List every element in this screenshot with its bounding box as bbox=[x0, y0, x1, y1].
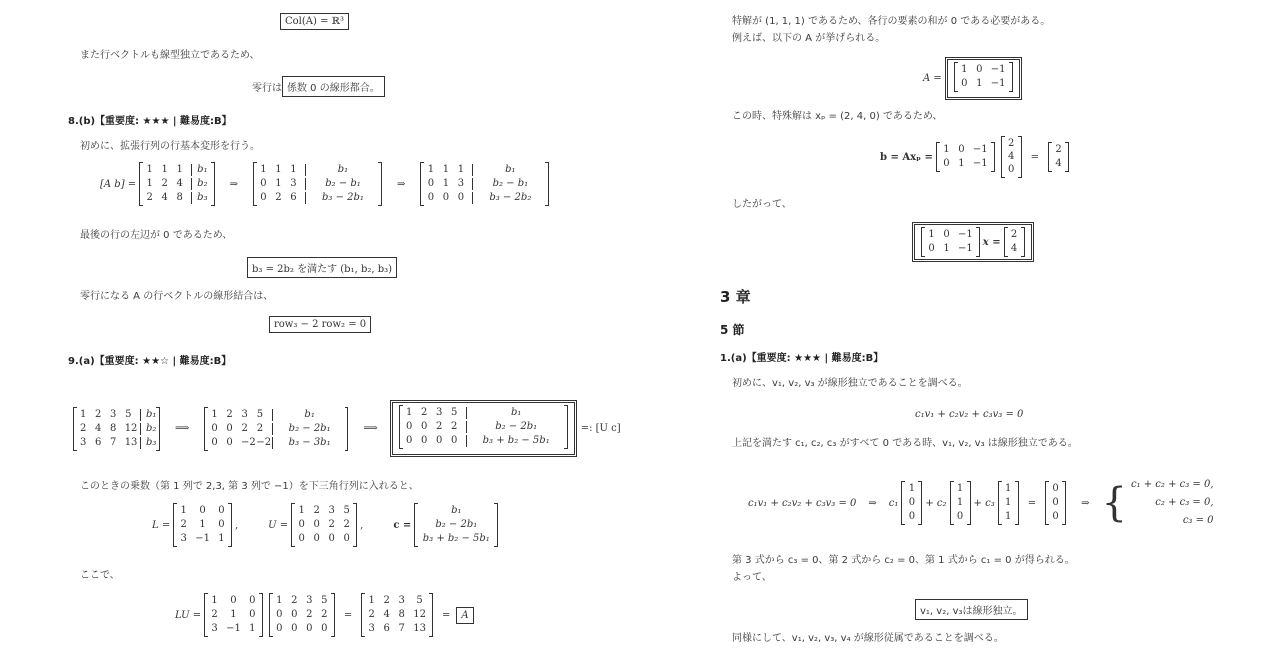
matrix-cell: b₂ bbox=[191, 178, 207, 190]
matrix-cell: 3 bbox=[368, 623, 375, 634]
matrix-cell: 1 bbox=[161, 164, 168, 175]
matrix-cell: 3 bbox=[80, 436, 87, 448]
matrix-cell: 0 bbox=[943, 229, 950, 240]
matrix-cell: 0 bbox=[211, 422, 218, 434]
matrix-grid bbox=[424, 162, 545, 206]
matrix-cell: 0 bbox=[298, 519, 305, 530]
matrix-cell: 3 bbox=[398, 595, 405, 606]
matrix-cell: 5 bbox=[125, 408, 132, 420]
matrix-cell: 0 bbox=[260, 192, 267, 203]
matrix-grid bbox=[273, 593, 331, 637]
right-bracket bbox=[1018, 136, 1022, 178]
q9a-matrix-1 bbox=[73, 407, 160, 451]
matrix-cell: 3 bbox=[110, 408, 117, 420]
matrix-cell: 0 bbox=[956, 511, 964, 522]
right-bracket bbox=[378, 162, 382, 206]
matrix-cell: 1 bbox=[958, 158, 965, 169]
combination-box: row₃ − 2 row₂ = 0 bbox=[269, 316, 371, 333]
right-bracket bbox=[1021, 227, 1025, 257]
chapter-heading: 3 章 bbox=[720, 288, 751, 306]
matrix-cell: 3 bbox=[180, 533, 187, 544]
matrix-cell: 2 bbox=[1010, 229, 1018, 240]
matrix-cell: 0 bbox=[451, 435, 458, 446]
matrix-grid bbox=[925, 227, 976, 257]
matrix-cell: 2 bbox=[275, 192, 282, 203]
A-matrix bbox=[361, 593, 433, 637]
matrix-grid bbox=[257, 162, 378, 206]
matrix-grid bbox=[143, 162, 210, 206]
matrix-cell: 1 bbox=[457, 164, 465, 175]
matrix-cell: b₂ − b₁ bbox=[472, 178, 542, 190]
matrix-cell: 1 bbox=[442, 164, 450, 175]
matrix-cell: b₁ bbox=[451, 505, 462, 516]
matrix-cell: 6 bbox=[290, 192, 297, 203]
matrix-cell: 0 bbox=[421, 421, 428, 432]
matrix-cell: b₁ bbox=[140, 409, 153, 421]
LU-product: LU = 1 0 0 2 1 0 3 −1 1 1 2 3 5 0 0 2 2 0 0 0 0 = 1 2 3 5 2 4 8 12 3 6 7 13 = A bbox=[175, 593, 474, 637]
matrix-cell: 0 bbox=[211, 436, 218, 448]
matrix-cell: −1 bbox=[972, 158, 988, 169]
matrix-cell: 0 bbox=[226, 422, 233, 434]
q1a-intro: 初めに、v₁, v₂, v₃ が線形独立であることを調べる。 bbox=[732, 378, 968, 389]
matrix-grid bbox=[1005, 136, 1018, 178]
matrix-cell: 2 bbox=[451, 421, 458, 432]
matrix-cell: 0 bbox=[276, 623, 283, 634]
matrix-cell: b₁ bbox=[305, 164, 375, 176]
matrix-cell: 2 bbox=[1055, 144, 1062, 155]
matrix-cell: 1 bbox=[176, 164, 183, 175]
matrix-cell: 1 bbox=[956, 497, 964, 508]
q8b-row-reduction: [A b] = 1 1 1 b₁ 1 2 4 b₂ 2 4 8 b₃ ⇒ 1 1 1 b₁ 0 1 3 b₂ − b₁ 0 2 6 b₃ − 2b₁ ⇒ 1 1 1 b₁ 0 1 3 b₂ − b₁ 0 0 0 b₃ − 2b₂ bbox=[100, 162, 552, 206]
matrix-cell: 2 bbox=[146, 192, 153, 203]
matrix-cell: 3 bbox=[457, 178, 465, 189]
matrix-cell: 0 bbox=[436, 435, 443, 446]
matrix-cell: 2 bbox=[256, 422, 264, 434]
right-bracket bbox=[353, 503, 357, 547]
matrix-cell: 2 bbox=[161, 178, 168, 189]
matrix-cell: 12 bbox=[124, 422, 138, 434]
matrix-cell: 0 bbox=[1052, 511, 1059, 522]
matrix-cell: b₃ − 2b₁ bbox=[305, 192, 375, 204]
U-matrix bbox=[269, 593, 335, 637]
matrix-cell: b₁ bbox=[272, 409, 342, 421]
here-text: ここで、 bbox=[80, 570, 120, 581]
matrix-cell: 6 bbox=[95, 436, 102, 448]
matrix-cell: b₃ + b₂ − 5b₁ bbox=[422, 533, 490, 544]
matrix-cell: −1 bbox=[990, 64, 1006, 75]
matrix-cell: 2 bbox=[80, 422, 87, 434]
matrix-cell: 0 bbox=[328, 533, 335, 544]
A-example: A = 1 0 −1 0 1 −1 bbox=[923, 57, 1022, 100]
matrix-grid bbox=[77, 407, 157, 451]
col-space-box: Col(A) = ℝ³ bbox=[280, 13, 349, 30]
matrix-cell: 4 bbox=[383, 609, 390, 620]
matrix-cell: 7 bbox=[110, 436, 117, 448]
matrix-cell: −2 bbox=[256, 436, 272, 448]
matrix-cell: 1 bbox=[442, 178, 450, 189]
matrix-cell: 0 bbox=[249, 609, 256, 620]
matrix-cell: 2 bbox=[368, 609, 375, 620]
matrix-cell: 1 bbox=[1005, 497, 1012, 508]
right-bracket bbox=[991, 142, 995, 172]
matrix-cell: 0 bbox=[298, 533, 305, 544]
matrix-cell: 1 bbox=[80, 408, 87, 420]
independence-derivation: c₁v₁ + c₂v₂ + c₃v₃ = 0 ⇒ c₁ 1 0 0 + c₂ 1 1 0 + c₃ 1 1 1 = 0 0 0 ⇒ { c₁ + c₂ + c₃ = 0, c₂ + c₃ = 0, c₃ = 0 bbox=[748, 476, 1214, 530]
matrix-cell: 7 bbox=[398, 623, 405, 634]
matrix-cell: 0 bbox=[226, 436, 233, 448]
matrix-cell: 2 bbox=[306, 609, 313, 620]
matrix-cell: 0 bbox=[291, 609, 298, 620]
matrix-cell: 0 bbox=[958, 144, 965, 155]
combination-text: 零行になる A の行ベクトルの線形結合は、 bbox=[80, 291, 274, 302]
zero-row-statement: 零行は 係数 0 の線形都合。 bbox=[252, 76, 385, 97]
therefore-text: したがって、 bbox=[732, 199, 792, 210]
q8b-matrix-1 bbox=[139, 162, 214, 206]
A-example-box bbox=[945, 57, 1022, 100]
c-vector bbox=[414, 503, 498, 547]
matrix-cell: 0 bbox=[943, 158, 950, 169]
right-bracket bbox=[1062, 481, 1066, 525]
matrix-cell: 1 bbox=[427, 164, 435, 175]
matrix-grid bbox=[954, 481, 967, 525]
b-computation: b = Axₚ = 1 0 −1 0 1 −1 2 4 0 = 2 4 bbox=[880, 136, 1072, 178]
matrix-cell: b₂ − b₁ bbox=[305, 178, 375, 190]
matrix-cell: 2 bbox=[180, 519, 187, 530]
example-text: 例えば、以下の A が挙げられる。 bbox=[732, 33, 886, 44]
matrix-grid bbox=[208, 593, 259, 637]
matrix-cell: 0 bbox=[908, 511, 916, 522]
L-matrix bbox=[173, 503, 232, 547]
section-heading: 5 節 bbox=[720, 323, 745, 337]
long-implies-arrow: ⟹ bbox=[363, 423, 378, 434]
matrix-cell: 6 bbox=[383, 623, 390, 634]
matrix-cell: 3 bbox=[241, 408, 248, 420]
q8b-intro: 初めに、拡張行列の行基本変形を行う。 bbox=[80, 141, 260, 152]
matrix-cell: 0 bbox=[1052, 497, 1059, 508]
matrix-cell: b₃ − 3b₁ bbox=[272, 437, 342, 449]
matrix-grid bbox=[940, 142, 991, 172]
right-bracket bbox=[228, 503, 232, 547]
matrix-cell: 1 bbox=[276, 595, 283, 606]
matrix-cell: b₁ bbox=[466, 407, 561, 419]
matrix-cell: 4 bbox=[1055, 158, 1062, 169]
matrix-cell: b₂ − 2b₁ bbox=[435, 519, 478, 530]
matrix-cell: −1 bbox=[958, 243, 973, 254]
q8b-matrix-3 bbox=[420, 162, 549, 206]
q9a-matrix-2 bbox=[204, 407, 348, 451]
right-bracket bbox=[918, 481, 922, 525]
matrix-cell: 1 bbox=[406, 407, 413, 418]
independence-condition-text: 上記を満たす c₁, c₂, c₃ がすべて 0 である時、v₁, v₂, v₃ は線形独立である。 bbox=[732, 438, 1078, 449]
q8b-heading: 8.(b)【重要度: ★★★ | 難易度:B】 bbox=[68, 116, 232, 127]
matrix-cell: 1 bbox=[368, 595, 375, 606]
xp-text: この時、特殊解は xₚ = (2, 4, 0) であるため、 bbox=[732, 111, 943, 122]
matrix-cell: 4 bbox=[1010, 243, 1018, 254]
matrix-cell: 0 bbox=[908, 497, 916, 508]
matrix-cell: 0 bbox=[976, 64, 983, 75]
matrix-cell: 1 bbox=[956, 483, 964, 494]
matrix-cell: 0 bbox=[928, 243, 935, 254]
matrix-cell: b₃ + b₂ − 5b₁ bbox=[466, 435, 561, 447]
matrix-cell: 0 bbox=[199, 505, 206, 516]
matrix-cell: 3 bbox=[306, 595, 313, 606]
matrix-cell: 0 bbox=[406, 435, 413, 446]
matrix-cell: 8 bbox=[398, 609, 405, 620]
last-row-text: 最後の行の左辺が 0 であるため、 bbox=[80, 230, 233, 241]
matrix-grid bbox=[418, 503, 494, 547]
matrix-cell: 0 bbox=[1052, 483, 1059, 494]
final-system-box: 1 0 −1 0 1 −1 x = 2 4 bbox=[912, 222, 1034, 262]
matrix-cell: 2 bbox=[226, 408, 233, 420]
matrix-cell: b₂ − 2b₁ bbox=[466, 421, 561, 433]
equation-system: c₁ + c₂ + c₃ = 0, c₂ + c₃ = 0, c₃ = 0 bbox=[1130, 479, 1214, 526]
matrix-grid bbox=[295, 503, 353, 547]
matrix-cell: 3 bbox=[436, 407, 443, 418]
matrix-cell: −1 bbox=[972, 144, 988, 155]
matrix-cell: b₂ − 2b₁ bbox=[272, 423, 342, 435]
matrix-cell: 2 bbox=[313, 505, 320, 516]
matrix-cell: 2 bbox=[95, 408, 102, 420]
matrix-cell: 1 bbox=[908, 483, 916, 494]
right-bracket bbox=[976, 227, 980, 257]
col-space-equation bbox=[280, 13, 349, 30]
matrix-cell: 4 bbox=[1007, 151, 1015, 162]
matrix-cell: 1 bbox=[199, 519, 206, 530]
right-bracket bbox=[1065, 142, 1069, 172]
matrix-grid bbox=[1049, 481, 1062, 525]
matrix-grid bbox=[1002, 481, 1015, 525]
matrix-cell: 0 bbox=[406, 421, 413, 432]
row-vector-text: また行ベクトルも線型独立であるため、 bbox=[80, 50, 260, 61]
matrix-cell: 2 bbox=[321, 609, 328, 620]
matrix-cell: 2 bbox=[436, 421, 443, 432]
hence-text: よって、 bbox=[732, 572, 772, 583]
matrix-cell: 0 bbox=[343, 533, 350, 544]
right-bracket bbox=[345, 407, 349, 451]
particular-solution-text: 特解が (1, 1, 1) であるため、各行の要素の和が 0 である必要がある。 bbox=[732, 16, 1051, 27]
implies-arrow: ⇒ bbox=[229, 178, 238, 190]
matrix-cell: 5 bbox=[256, 408, 264, 420]
matrix-cell: 3 bbox=[211, 623, 218, 634]
right-bracket bbox=[156, 407, 160, 451]
matrix-cell: 0 bbox=[306, 623, 313, 634]
uc-definition: =: [U c] bbox=[580, 423, 621, 434]
right-bracket bbox=[564, 405, 568, 449]
linear-combination-equation: c₁v₁ + c₂v₂ + c₃v₃ = 0 bbox=[915, 409, 1024, 420]
matrix-cell: −1 bbox=[195, 533, 210, 544]
matrix-cell: 1 bbox=[943, 144, 950, 155]
matrix-grid bbox=[1008, 227, 1021, 257]
deduction-text: 第 3 式から c₃ = 0、第 2 式から c₂ = 0、第 1 式から c₁ = 0 が得られる。 bbox=[732, 555, 1075, 566]
matrix-cell: 3 bbox=[290, 178, 297, 189]
matrix-cell: 0 bbox=[961, 78, 968, 89]
matrix-cell: 1 bbox=[249, 623, 256, 634]
matrix-cell: 5 bbox=[416, 595, 423, 606]
matrix-cell: −1 bbox=[226, 623, 241, 634]
matrix-grid bbox=[177, 503, 228, 547]
right-page bbox=[715, 0, 1255, 669]
matrix-cell: 8 bbox=[110, 422, 117, 434]
matrix-cell: 1 bbox=[961, 64, 968, 75]
left-page bbox=[60, 0, 620, 669]
matrix-cell: 0 bbox=[321, 623, 328, 634]
matrix-cell: 1 bbox=[180, 505, 187, 516]
matrix-cell: 0 bbox=[230, 595, 237, 606]
matrix-cell: 1 bbox=[275, 164, 282, 175]
q9a-heading: 9.(a)【重要度: ★★☆ | 難易度:B】 bbox=[68, 356, 232, 367]
matrix-cell: 0 bbox=[276, 609, 283, 620]
matrix-cell: 1 bbox=[260, 164, 267, 175]
matrix-cell: 13 bbox=[413, 623, 426, 634]
independence-result-box: v₁, v₂, v₃は線形独立。 bbox=[915, 599, 1028, 620]
matrix-cell: 2 bbox=[343, 519, 350, 530]
multiplier-text: このときの乗数（第 1 列で 2,3, 第 3 列で −1）を下三角行列に入れると、 bbox=[80, 481, 419, 492]
independence-result bbox=[915, 599, 1028, 620]
matrix-cell: 5 bbox=[451, 407, 458, 418]
q9a-matrix-3 bbox=[399, 405, 568, 449]
L-matrix bbox=[204, 593, 263, 637]
long-implies-arrow: ⟹ bbox=[175, 423, 190, 434]
matrix-cell: 0 bbox=[249, 595, 256, 606]
final-system bbox=[912, 222, 1034, 262]
matrix-cell: 1 bbox=[1005, 483, 1012, 494]
matrix-cell: 4 bbox=[176, 178, 183, 189]
matrix-cell: 1 bbox=[275, 178, 282, 189]
right-bracket bbox=[494, 503, 498, 547]
zero-row-box: 係数 0 の線形都合。 bbox=[282, 76, 385, 97]
matrix-cell: 0 bbox=[1007, 164, 1015, 175]
matrix-grid bbox=[1052, 142, 1065, 172]
LUc-definitions: L = 1 0 0 2 1 0 3 −1 1 , U = 1 2 3 5 0 0 2 2 0 0 0 0 , c = b₁ b₂ − 2b₁ b₃ + b₂ − 5b₁ bbox=[152, 503, 501, 547]
matrix-cell: 5 bbox=[321, 595, 328, 606]
q9a-result-box bbox=[390, 400, 577, 457]
right-bracket bbox=[331, 593, 335, 637]
matrix-cell: b₃ bbox=[191, 192, 207, 204]
matrix-cell: 2 bbox=[1007, 138, 1015, 149]
matrix-cell: b₃ bbox=[140, 437, 153, 449]
matrix-cell: b₂ bbox=[140, 423, 153, 435]
matrix-cell: −1 bbox=[990, 78, 1006, 89]
matrix-cell: 3 bbox=[328, 505, 335, 516]
matrix-cell: 2 bbox=[211, 609, 218, 620]
right-bracket bbox=[1015, 481, 1019, 525]
matrix-cell: 1 bbox=[298, 505, 305, 516]
matrix-cell: b₁ bbox=[472, 164, 542, 176]
matrix-cell: 2 bbox=[421, 407, 428, 418]
matrix-cell: 1 bbox=[218, 533, 225, 544]
matrix-cell: 2 bbox=[328, 519, 335, 530]
matrix-grid bbox=[403, 405, 564, 449]
matrix-cell: 1 bbox=[1005, 511, 1012, 522]
matrix-cell: 1 bbox=[230, 609, 237, 620]
matrix-cell: b₁ bbox=[191, 164, 207, 176]
matrix-cell: 4 bbox=[161, 192, 168, 203]
matrix-cell: 0 bbox=[457, 192, 465, 203]
matrix-cell: 2 bbox=[291, 595, 298, 606]
matrix-cell: 0 bbox=[427, 192, 435, 203]
matrix-cell: 4 bbox=[95, 422, 102, 434]
matrix-cell: 0 bbox=[427, 178, 435, 189]
matrix-cell: 1 bbox=[928, 229, 935, 240]
matrix-cell: 2 bbox=[383, 595, 390, 606]
matrix-cell: 1 bbox=[976, 78, 983, 89]
condition-box: b₃ = 2b₂ を満たす (b₁, b₂, b₃) bbox=[247, 257, 397, 278]
matrix-cell: 1 bbox=[211, 408, 218, 420]
matrix-grid bbox=[905, 481, 918, 525]
matrix-cell: −2 bbox=[241, 436, 256, 448]
matrix-grid bbox=[365, 593, 429, 637]
matrix-cell: 0 bbox=[218, 519, 225, 530]
right-bracket bbox=[967, 481, 971, 525]
right-bracket bbox=[429, 593, 433, 637]
right-bracket bbox=[545, 162, 549, 206]
right-bracket bbox=[211, 162, 215, 206]
matrix-cell: 0 bbox=[442, 192, 450, 203]
matrix-cell: 2 bbox=[241, 422, 248, 434]
matrix-cell: 1 bbox=[146, 178, 153, 189]
combination-equation bbox=[269, 316, 371, 333]
right-bracket bbox=[1009, 62, 1013, 92]
matrix-cell: 13 bbox=[124, 436, 138, 448]
right-bracket bbox=[259, 593, 263, 637]
matrix-cell: 1 bbox=[943, 243, 950, 254]
implies-arrow: ⇒ bbox=[396, 178, 406, 190]
matrix-cell: b₃ − 2b₂ bbox=[472, 192, 542, 204]
matrix-cell: 1 bbox=[146, 164, 153, 175]
matrix-grid bbox=[958, 62, 1009, 92]
matrix-cell: 0 bbox=[313, 533, 320, 544]
matrix-cell: 0 bbox=[260, 178, 267, 189]
matrix-cell: 0 bbox=[218, 505, 225, 516]
matrix-cell: 0 bbox=[421, 435, 428, 446]
matrix-cell: 0 bbox=[313, 519, 320, 530]
matrix-grid bbox=[208, 407, 345, 451]
matrix-cell: −1 bbox=[958, 229, 973, 240]
matrix-cell: 1 bbox=[211, 595, 218, 606]
dependence-text: 同様にして、v₁, v₂, v₃, v₄ が線形従属であることを調べる。 bbox=[732, 633, 1004, 644]
matrix-cell: 5 bbox=[343, 505, 350, 516]
q1a-heading: 1.(a)【重要度: ★★★ | 難易度:B】 bbox=[720, 353, 884, 364]
matrix-cell: 12 bbox=[413, 609, 426, 620]
q9a-row-reduction bbox=[70, 400, 621, 457]
q8b-matrix-2 bbox=[253, 162, 382, 206]
U-matrix bbox=[291, 503, 357, 547]
matrix-cell: 8 bbox=[176, 192, 183, 203]
A-result-box: A bbox=[456, 607, 473, 624]
matrix-cell: 1 bbox=[290, 164, 297, 175]
condition-equation bbox=[247, 257, 397, 278]
matrix-cell: 0 bbox=[291, 623, 298, 634]
